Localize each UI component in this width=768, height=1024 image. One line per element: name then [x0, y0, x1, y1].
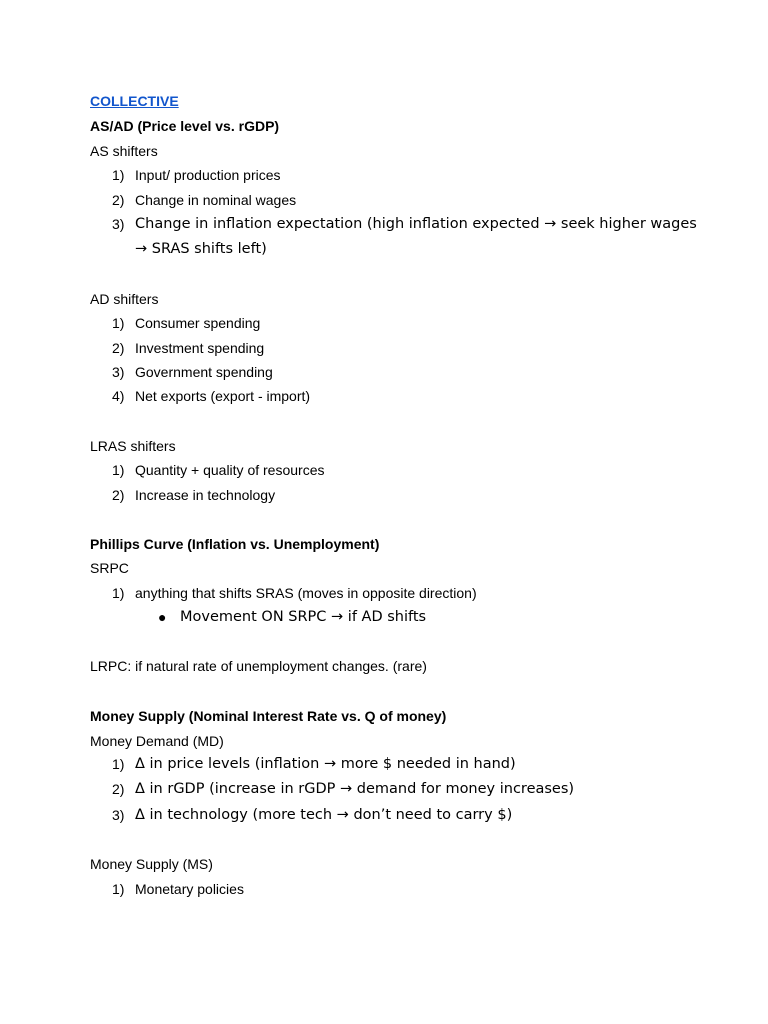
list-item: anything that shifts SRAS (moves in opposite direction)	[135, 585, 477, 601]
list-item: Change in inflation expectation (high inflation expected → seek higher wages	[135, 216, 697, 232]
list-number: 3)	[112, 807, 125, 823]
lrpc-text: LRPC: if natural rate of unemployment changes. (rare)	[90, 658, 427, 674]
list-number: 1)	[112, 756, 125, 772]
list-item-continuation: → SRAS shifts left)	[135, 241, 267, 257]
list-item: Δ in price levels (inflation → more $ needed in hand)	[135, 756, 516, 772]
list-item: Consumer spending	[135, 315, 261, 331]
money-supply-label: Money Supply (MS)	[90, 856, 213, 872]
lras-shifters-label: LRAS shifters	[90, 438, 176, 454]
list-number: 2)	[112, 487, 125, 503]
list-item: Input/ production prices	[135, 167, 281, 183]
srpc-label: SRPC	[90, 560, 129, 576]
ad-shifters-label: AD shifters	[90, 291, 159, 307]
bullet-item: Movement ON SRPC → if AD shifts	[180, 609, 427, 625]
list-number: 4)	[112, 388, 125, 404]
list-item: Investment spending	[135, 340, 265, 356]
list-item: Government spending	[135, 364, 273, 380]
phillips-heading: Phillips Curve (Inflation vs. Unemployment)	[90, 536, 380, 552]
list-number: 1)	[112, 881, 125, 897]
money-heading: Money Supply (Nominal Interest Rate vs. Q of money)	[90, 708, 447, 724]
list-item: Net exports (export - import)	[135, 388, 311, 404]
asad-heading: AS/AD (Price level vs. rGDP)	[90, 118, 280, 134]
list-number: 1)	[112, 315, 125, 331]
bullet-icon: ●	[158, 609, 167, 625]
list-item: Δ in technology (more tech → don’t need to carry $)	[135, 807, 513, 823]
title-link[interactable]: COLLECTIVE	[90, 93, 179, 109]
list-number: 1)	[112, 585, 125, 601]
list-number: 3)	[112, 216, 125, 232]
list-number: 2)	[112, 192, 125, 208]
list-number: 2)	[112, 340, 125, 356]
list-item: Change in nominal wages	[135, 192, 297, 208]
list-number: 1)	[112, 462, 125, 478]
list-item: Monetary policies	[135, 881, 244, 897]
list-item: Quantity + quality of resources	[135, 462, 325, 478]
list-number: 3)	[112, 364, 125, 380]
list-item: Δ in rGDP (increase in rGDP → demand for money increases)	[135, 781, 575, 797]
list-number: 2)	[112, 781, 125, 797]
list-number: 1)	[112, 167, 125, 183]
list-item: Increase in technology	[135, 487, 276, 503]
money-demand-label: Money Demand (MD)	[90, 733, 224, 749]
as-shifters-label: AS shifters	[90, 143, 158, 159]
